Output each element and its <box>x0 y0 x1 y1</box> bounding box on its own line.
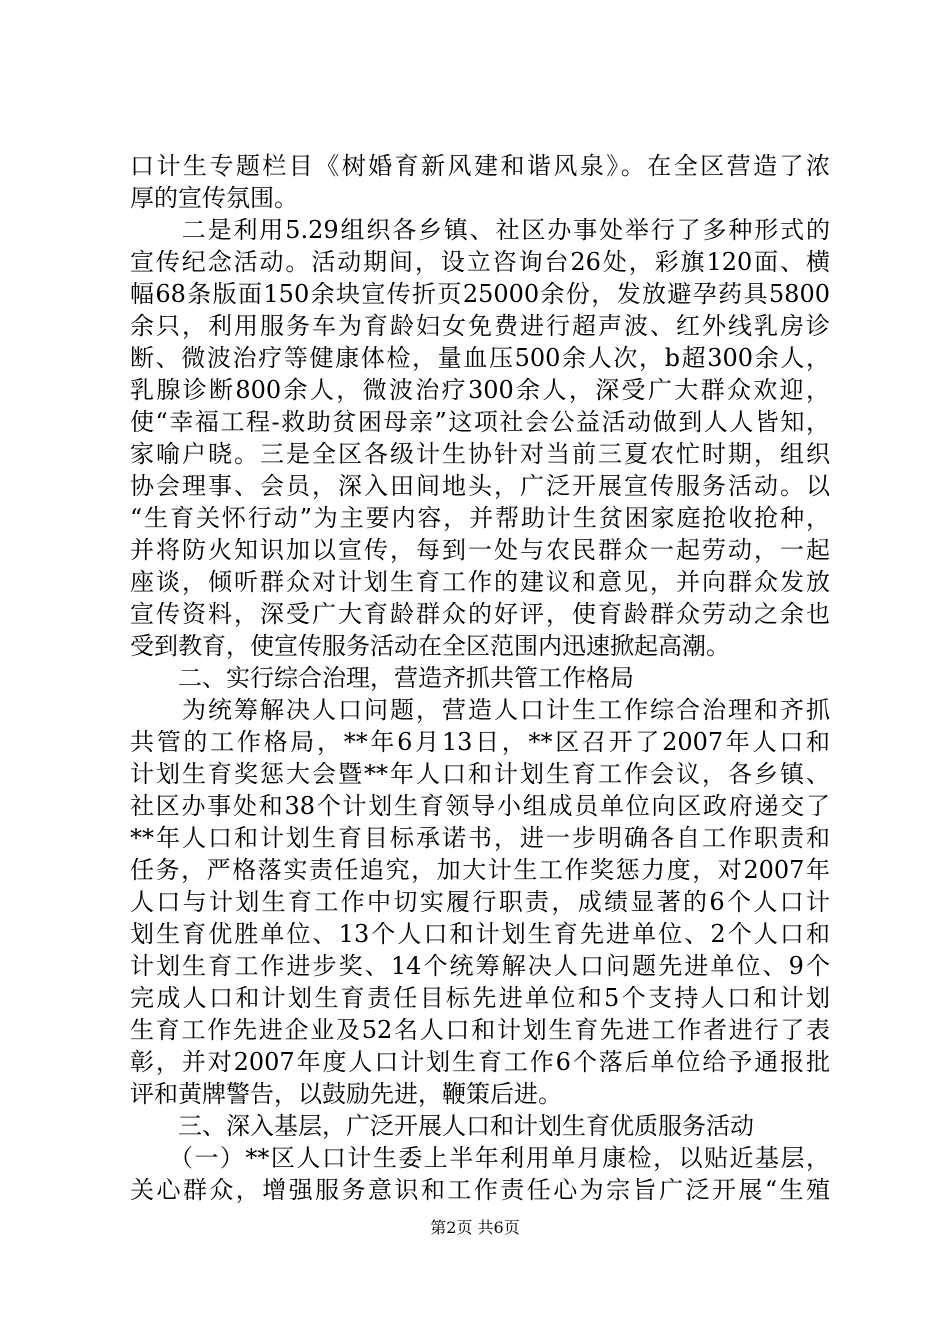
paragraph-line: 断、微波治疗等健康体检，量血压500余人次，b超300余人， <box>130 344 830 372</box>
paragraph-line: 生育工作先进企业及52名人口和计划生育先进工作者进行了表 <box>130 1016 830 1044</box>
paragraph-line: 幅68条版面150余块宣传折页25000余份，发放避孕药具5800 <box>130 280 830 308</box>
paragraph-line: 厚的宣传氛围。 <box>130 184 298 212</box>
paragraph-line: 关心群众，增强服务意识和工作责任心为宗旨广泛开展“生殖 <box>130 1176 830 1204</box>
paragraph-line: 余只，利用服务车为育龄妇女免费进行超声波、红外线乳房诊 <box>130 312 830 340</box>
paragraph-line: 使“幸福工程-救助贫困母亲”这项社会公益活动做到人人皆知， <box>130 408 830 436</box>
paragraph-line: 二是利用5.29组织各乡镇、社区办事处举行了多种形式的 <box>130 216 830 244</box>
paragraph-line: （一）**区人口计生委上半年利用单月康检，以贴近基层， <box>130 1144 830 1172</box>
paragraph-line: 家喻户晓。三是全区各级计生协针对当前三夏农忙时期，组织 <box>130 440 830 468</box>
paragraph-line: 二、实行综合治理，营造齐抓共管工作格局 <box>130 664 634 692</box>
paragraph-line: 人口与计划生育工作中切实履行职责，成绩显著的6个人口计 <box>130 888 830 916</box>
paragraph-line: 受到教育，使宣传服务活动在全区范围内迅速掀起高潮。 <box>130 632 730 660</box>
paragraph-line: 彰，并对2007年度人口计划生育工作6个落后单位给予通报批 <box>130 1048 830 1076</box>
paragraph-line: 乳腺诊断800余人，微波治疗300余人，深受广大群众欢迎， <box>130 376 830 404</box>
paragraph-line: 座谈，倾听群众对计划生育工作的建议和意见，并向群众发放 <box>130 568 830 596</box>
paragraph-line: 协会理事、会员，深入田间地头，广泛开展宣传服务活动。以 <box>130 472 830 500</box>
paragraph-line: “生育关怀行动”为主要内容，并帮助计生贫困家庭抢收抢种， <box>130 504 830 532</box>
paragraph-line: 社区办事处和38个计划生育领导小组成员单位向区政府递交了 <box>130 792 830 820</box>
paragraph-line: 评和黄牌警告，以鼓励先进，鞭策后进。 <box>130 1080 562 1108</box>
paragraph-line: 计划生育奖惩大会暨**年人口和计划生育工作会议，各乡镇、 <box>130 760 830 788</box>
paragraph-line: **年人口和计划生育目标承诺书，进一步明确各自工作职责和 <box>130 824 830 852</box>
paragraph-line: 并将防火知识加以宣传，每到一处与农民群众一起劳动，一起 <box>130 536 830 564</box>
page-footer <box>0 1218 950 1238</box>
document-body <box>130 150 830 1206</box>
paragraph-line: 为统筹解决人口问题，营造人口计生工作综合治理和齐抓 <box>130 696 830 724</box>
paragraph-line: 完成人口和计划生育责任目标先进单位和5个支持人口和计划 <box>130 984 830 1012</box>
paragraph-line: 任务，严格落实责任追究，加大计生工作奖惩力度，对2007年 <box>130 856 830 884</box>
paragraph-line: 计划生育工作进步奖、14个统筹解决人口问题先进单位、9个 <box>130 952 830 980</box>
page-number-label: 第2页 共6页 <box>430 1218 520 1237</box>
paragraph-line: 划生育优胜单位、13个人口和计划生育先进单位、2个人口和 <box>130 920 830 948</box>
paragraph-line: 宣传资料，深受广大育龄群众的好评，使育龄群众劳动之余也 <box>130 600 830 628</box>
paragraph-line: 口计生专题栏目《树婚育新风建和谐风泉》。在全区营造了浓 <box>130 152 830 180</box>
paragraph-line: 共管的工作格局，**年6月13日，**区召开了2007年人口和 <box>130 728 830 756</box>
paragraph-line: 三、深入基层，广泛开展人口和计划生育优质服务活动 <box>130 1112 754 1140</box>
paragraph-line: 宣传纪念活动。活动期间，设立咨询台26处，彩旗120面、横 <box>130 248 830 276</box>
